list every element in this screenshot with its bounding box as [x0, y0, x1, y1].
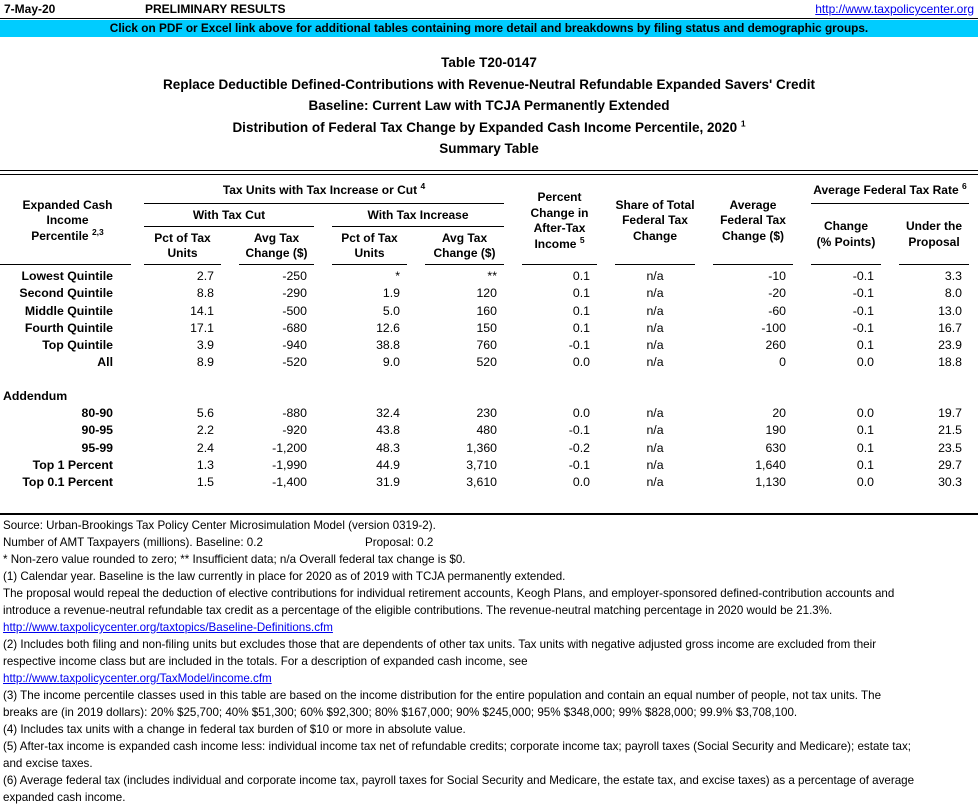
footnote-line: (6) Average federal tax (includes individual and corporate income tax, payroll taxes for Social Security and Medicare, the estate tax, and excise taxes) as a percentage of average — [3, 774, 915, 787]
report-date: 7-May-20 — [4, 2, 56, 16]
row-value: -60 — [768, 303, 786, 318]
column-header-share-of-total-federal-tax-change: Share of Total Federal Tax Change — [606, 177, 704, 265]
row-value: 190 — [765, 423, 786, 438]
row-label: All — [97, 355, 113, 370]
row-value: 23.9 — [938, 338, 962, 353]
empty-cell — [890, 388, 978, 405]
footnote-line: (4) Includes tax units with a change in federal tax burden of $10 or more in absolute value. — [3, 723, 466, 736]
row-label: Lowest Quintile — [21, 269, 113, 283]
row-value: -290 — [282, 286, 307, 301]
row-value: 1,640 — [755, 457, 786, 472]
row-value: -520 — [282, 355, 307, 370]
row-value: 9.0 — [382, 355, 400, 370]
row-value: 17.1 — [190, 320, 214, 335]
column-header-change-percentage-points: Change (% Points) — [802, 204, 890, 265]
row-value: n/a — [646, 475, 664, 490]
row-value: 3,610 — [466, 475, 497, 490]
row-value: -250 — [282, 269, 307, 283]
footnote-link[interactable]: http://www.taxpolicycenter.org/TaxModel/income.cfm — [3, 672, 272, 685]
row-value: 8.8 — [196, 286, 214, 301]
top-divider — [0, 18, 978, 19]
row-value: 0.0 — [572, 355, 590, 370]
row-value: -0.1 — [852, 303, 874, 318]
footnote-line: Number of AMT Taxpayers (millions). Baseline: 0.2 Proposal: 0.2 — [3, 536, 434, 549]
row-label: Middle Quintile — [24, 303, 113, 318]
empty-cell — [323, 388, 416, 405]
row-value: 5.6 — [196, 406, 214, 421]
row-value: -920 — [282, 423, 307, 438]
row-value: 1.5 — [196, 475, 214, 490]
row-value: 0.1 — [856, 440, 874, 455]
row-value: 31.9 — [376, 475, 400, 490]
column-header-pct-of-tax-units-cut: Pct of Tax Units — [135, 227, 230, 265]
row-value: 2.7 — [196, 269, 214, 283]
empty-cell — [230, 388, 323, 405]
row-value: 0.0 — [856, 475, 874, 490]
row-value: 3.3 — [944, 269, 962, 283]
footnote-line: (3) The income percentile classes used in this table are based on the income distribution for the entire population and contain an equal number of people, not tax units. The — [3, 689, 882, 702]
row-value: 0.0 — [572, 406, 590, 421]
row-value: 1.9 — [382, 286, 400, 301]
column-group-average-federal-tax-rate: Average Federal Tax Rate $^6$ — [802, 177, 978, 204]
row-value: 520 — [476, 355, 497, 370]
column-header-avg-tax-change-cut: Avg Tax Change ($) — [230, 227, 323, 265]
top-header-bar — [0, 0, 978, 18]
row-value: 760 — [476, 338, 497, 353]
column-header-expanded-cash-income-percentile: Expanded Cash Income Percentile $^{2,3}$ — [0, 177, 135, 265]
row-value: n/a — [646, 355, 664, 370]
column-header-percent-change-after-tax-income: Percent Change in After-Tax Income $^5$ — [513, 177, 606, 265]
title-block — [0, 52, 978, 160]
footnote-line: breaks are (in 2019 dollars): 20% $25,700; 40% $51,300; 60% $92,300; 80% $167,000; 90% $245,000; 95% $348,000; 99% $828,000; 99.9% $3,708,100. — [3, 706, 798, 719]
row-value: 30.3 — [938, 475, 962, 490]
row-value: 16.7 — [938, 320, 962, 335]
title-line: Replace Deductible Defined-Contributions with Revenue-Neutral Refundable Expanded Savers' Credit — [162, 76, 816, 92]
row-value: 0.0 — [856, 355, 874, 370]
footnote-link[interactable]: http://www.taxpolicycenter.org/taxtopics/Baseline-Definitions.cfm — [3, 621, 333, 634]
row-value: -0.2 — [568, 440, 590, 455]
row-value: 44.9 — [376, 457, 400, 472]
title-line: Baseline: Current Law with TCJA Permanently Extended — [308, 98, 670, 113]
row-value: 0.0 — [856, 406, 874, 421]
row-value: 23.5 — [938, 440, 962, 455]
row-value: 48.3 — [376, 440, 400, 455]
row-value: 8.9 — [196, 355, 214, 370]
row-value: n/a — [646, 303, 664, 318]
empty-cell — [135, 388, 230, 405]
addendum-label: Addendum — [3, 388, 68, 403]
info-banner: Click on PDF or Excel link above for additional tables containing more detail and breakdowns by filing status and demographic groups. — [0, 20, 978, 37]
table-body — [0, 268, 978, 492]
footnote-line: (2) Includes both filing and non-filing units but excludes those that are dependents of other tax units. Tax units with negative adjusted gross income are excluded from their — [3, 638, 877, 651]
column-header-avg-tax-change-increase: Avg Tax Change ($) — [416, 227, 513, 265]
row-value: -940 — [282, 338, 307, 353]
footnote-proposal-value: Proposal: 0.2 — [365, 536, 434, 549]
column-header-under-the-proposal: Under the Proposal — [890, 204, 978, 265]
row-value: n/a — [646, 338, 664, 353]
footnote-line: (5) After-tax income is expanded cash income less: individual income tax net of refundable credits; corporate income tax; payroll taxes (Social Security and Medicare); estate tax; — [3, 740, 911, 753]
row-value: -680 — [282, 320, 307, 335]
row-value: 0.1 — [572, 303, 590, 318]
row-label: 80-90 — [81, 406, 113, 421]
row-value: 18.8 — [938, 355, 962, 370]
row-value: 0.1 — [572, 269, 590, 283]
column-header-pct-of-tax-units-increase: Pct of Tax Units — [323, 227, 416, 265]
row-value: n/a — [646, 423, 664, 438]
row-value: -1,400 — [272, 475, 307, 490]
row-value: 32.4 — [376, 406, 400, 421]
table-bottom-border — [0, 513, 978, 515]
footnote-line: introduce a revenue-neutral refundable tax credit as a percentage of the eligible contributions. The revenue-neutral matching percentage in 2020 would be 21.3%. — [3, 604, 833, 617]
empty-cell — [704, 388, 802, 405]
row-value: -500 — [282, 303, 307, 318]
row-value: 0 — [779, 355, 786, 370]
row-value: 29.7 — [938, 457, 962, 472]
row-value: n/a — [646, 440, 664, 455]
footnote-line: expanded cash income. — [3, 791, 126, 804]
row-value: 21.5 — [938, 423, 962, 438]
footnote-line — [3, 619, 975, 636]
row-value: -880 — [282, 406, 307, 421]
footnote-line: Source: Urban-Brookings Tax Policy Center Microsimulation Model (version 0319-2). — [3, 519, 436, 532]
row-label: Top Quintile — [42, 338, 113, 353]
row-value: 0.0 — [572, 475, 590, 490]
row-value: 260 — [765, 338, 786, 353]
row-value: 0.1 — [856, 338, 874, 353]
row-value: 2.2 — [196, 423, 214, 438]
spacer-row — [0, 372, 978, 388]
row-value: -20 — [768, 286, 786, 301]
row-label: Top 0.1 Percent — [22, 475, 113, 490]
row-value: -0.1 — [852, 269, 874, 283]
summary-table — [0, 170, 978, 515]
row-label: Second Quintile — [19, 286, 113, 301]
row-value: -0.1 — [568, 423, 590, 438]
row-value: n/a — [646, 406, 664, 421]
row-value: 5.0 — [382, 303, 400, 318]
row-value: -10 — [768, 269, 786, 283]
row-value: 0.1 — [572, 320, 590, 335]
row-value: 38.8 — [376, 338, 400, 353]
row-value: -0.1 — [852, 320, 874, 335]
row-value: n/a — [646, 269, 664, 283]
title-line: Summary Table — [439, 141, 539, 156]
column-group-tax-units-with-increase-or-cut: Tax Units with Tax Increase or Cut $^4$ — [135, 177, 513, 204]
row-value: 14.1 — [190, 303, 214, 318]
footnote-line: and excise taxes. — [3, 757, 93, 770]
row-label: 95-99 — [81, 440, 113, 455]
footnote-line: respective income class but are included in the totals. For a description of expanded cash income, see — [3, 655, 528, 668]
row-value: -100 — [761, 320, 786, 335]
row-value: 160 — [476, 303, 497, 318]
empty-cell — [513, 388, 606, 405]
empty-cell — [606, 388, 704, 405]
row-value: 630 — [765, 440, 786, 455]
row-value: ** — [487, 269, 497, 283]
row-label: 90-95 — [81, 423, 113, 438]
column-group-with-tax-increase: With Tax Increase — [323, 204, 513, 227]
row-value: 120 — [476, 286, 497, 301]
row-value: 150 — [476, 320, 497, 335]
preliminary-results-label: PRELIMINARY RESULTS — [145, 2, 286, 16]
row-value: 8.0 — [944, 286, 962, 301]
row-value: 2.4 — [196, 440, 214, 455]
row-label: Fourth Quintile — [24, 320, 113, 335]
row-value: 230 — [476, 406, 497, 421]
row-value: 3.9 — [196, 338, 214, 353]
table-bottom-padding — [0, 492, 978, 513]
empty-cell — [416, 388, 513, 405]
title-line: Distribution of Federal Tax Change by Expanded Cash Income Percentile, 2020 $^1$ — [232, 118, 746, 135]
row-value: 12.6 — [376, 320, 400, 335]
row-value: 1,130 — [755, 475, 786, 490]
row-value: 19.7 — [938, 406, 962, 421]
row-value: -0.1 — [568, 457, 590, 472]
row-value: -1,990 — [272, 457, 307, 472]
column-group-with-tax-cut: With Tax Cut — [135, 204, 323, 227]
empty-cell — [802, 388, 890, 405]
row-value: 13.0 — [938, 303, 962, 318]
title-line: Table T20-0147 — [441, 55, 537, 70]
row-value: 0.1 — [572, 286, 590, 301]
row-value: 0.1 — [856, 423, 874, 438]
column-header-average-federal-tax-change: Average Federal Tax Change ($) — [704, 177, 802, 265]
row-value: -0.1 — [568, 338, 590, 353]
table-header — [0, 177, 978, 265]
row-value: 1.3 — [196, 457, 214, 472]
footnotes — [3, 517, 975, 806]
row-value: -0.1 — [852, 286, 874, 301]
row-value: 43.8 — [376, 423, 400, 438]
row-value: n/a — [646, 320, 664, 335]
row-value: 0.1 — [856, 457, 874, 472]
footnote-line: * Non-zero value rounded to zero; ** Insufficient data; n/a Overall federal tax change is $0. — [3, 553, 466, 566]
row-label: Top 1 Percent — [32, 457, 113, 472]
table-top-border — [0, 170, 978, 175]
row-value: 20 — [772, 406, 786, 421]
footnote-line: (1) Calendar year. Baseline is the law currently in place for 2020 as of 2019 with TCJA permanently extended. — [3, 570, 566, 583]
row-value: 1,360 — [466, 440, 497, 455]
row-value: n/a — [646, 457, 664, 472]
row-value: 480 — [476, 423, 497, 438]
row-value: n/a — [646, 286, 664, 301]
footnote-line — [3, 670, 975, 687]
row-value: * — [395, 269, 400, 283]
taxpolicycenter-link[interactable]: http://www.taxpolicycenter.org — [815, 2, 974, 16]
row-value: 3,710 — [466, 457, 497, 472]
footnote-line: The proposal would repeal the deduction of elective contributions for individual retirement accounts, Keogh Plans, and employer-sponsored defined-contribution accounts and — [3, 587, 895, 600]
row-value: -1,200 — [272, 440, 307, 455]
